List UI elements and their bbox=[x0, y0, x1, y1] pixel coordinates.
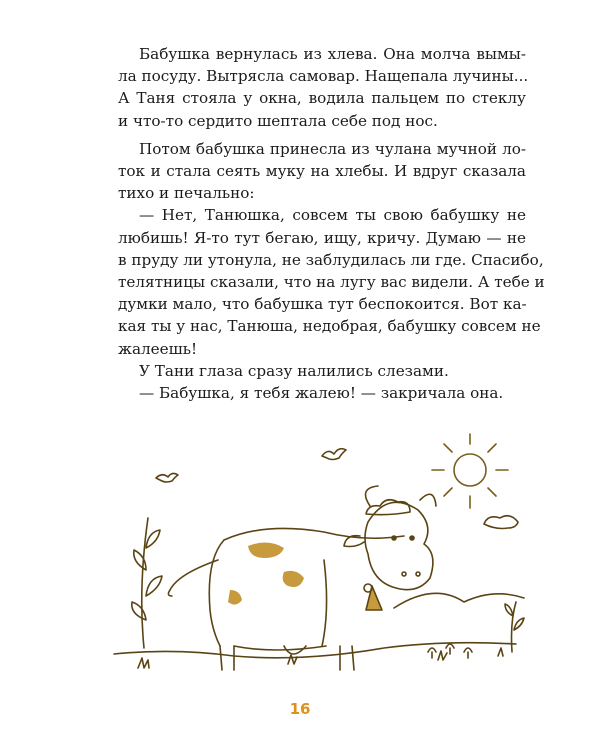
bird-icon bbox=[156, 473, 178, 482]
page-number: 16 bbox=[289, 700, 311, 718]
paragraph-5 bbox=[118, 382, 526, 404]
text-line: жалеешь! bbox=[118, 339, 198, 358]
text-line: У Тани глаза сразу налились слезами. bbox=[139, 361, 449, 380]
bird-icon bbox=[322, 449, 346, 460]
text-line: в пруду ли утонула, не заблудилась ли где. Спасибо, bbox=[118, 250, 544, 269]
text-line: тихо и печально: bbox=[118, 184, 255, 203]
text-line: — Нет, Танюшка, совсем ты свою бабушку не bbox=[139, 206, 526, 225]
text-line: телятницы сказали, что на лугу вас видели. А тебе и bbox=[118, 273, 545, 292]
text-line: любишь! Я-то тут бегаю, ищу, кричу. Думаю — не bbox=[118, 228, 526, 247]
mushroom-icon bbox=[428, 644, 472, 658]
text-line: и что-то сердито шептала себе под нос. bbox=[118, 111, 438, 130]
text-line: Потом бабушка принесла из чулана мучной ло- bbox=[139, 139, 526, 158]
cloud-icon bbox=[366, 500, 410, 515]
paragraph-3 bbox=[118, 204, 545, 359]
cow-meadow-illustration bbox=[108, 420, 528, 692]
story-text bbox=[118, 43, 545, 404]
text-line: — Бабушка, я тебя жалею! — закричала она. bbox=[139, 384, 504, 403]
text-line: ла посуду. Вытрясла самовар. Нащепала лучины... bbox=[118, 67, 529, 86]
text-line: Бабушка вернулась из хлева. Она молча вымы- bbox=[139, 45, 526, 63]
cloud-icon bbox=[484, 516, 518, 529]
text-line: думки мало, что бабушка тут беспокоится. Вот ка- bbox=[118, 295, 527, 314]
meadow-ground bbox=[114, 643, 516, 658]
plant-icon bbox=[132, 518, 162, 648]
sun-icon bbox=[432, 434, 508, 508]
grass-icon bbox=[138, 648, 503, 668]
paragraph-2 bbox=[118, 138, 526, 205]
paragraph-1 bbox=[118, 43, 529, 132]
paragraph-4 bbox=[118, 360, 526, 382]
text-line: ток и стала сеять муку на хлебы. И вдруг сказала bbox=[118, 162, 526, 181]
text-line: А Таня стояла у окна, водила пальцем по стеклу bbox=[118, 89, 526, 108]
text-line: кая ты у нас, Танюша, недобрая, бабушку совсем не bbox=[118, 317, 541, 336]
